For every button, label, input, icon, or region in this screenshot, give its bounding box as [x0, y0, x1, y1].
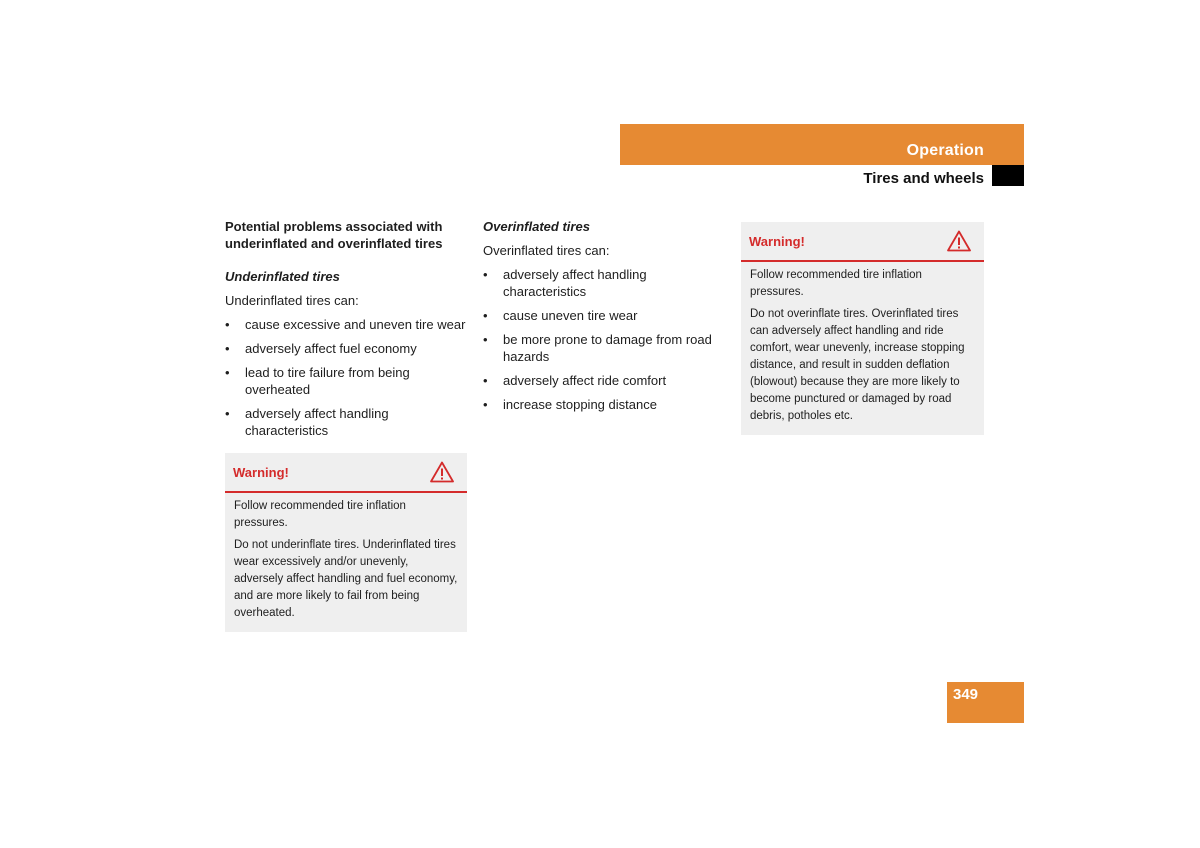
- list-item-text: adversely affect fuel economy: [245, 341, 417, 356]
- overinflated-heading: Overinflated tires: [483, 219, 590, 234]
- underinflated-heading: Underinflated tires: [225, 269, 340, 284]
- section-tab-marker: [992, 165, 1024, 186]
- left-column: [225, 218, 467, 632]
- list-item: [225, 364, 467, 398]
- bullet-icon: •: [225, 341, 230, 356]
- list-item-text: adversely affect handling characteristics: [245, 406, 389, 438]
- bullet-icon: •: [483, 267, 488, 282]
- page-number: 349: [953, 686, 979, 703]
- list-item: [483, 331, 725, 365]
- middle-column: [483, 218, 725, 420]
- list-item-text: adversely affect ride comfort: [503, 373, 667, 388]
- list-item: [225, 405, 467, 439]
- overinflated-intro: Overinflated tires can:: [483, 243, 610, 258]
- overinflation-warning-box: [741, 222, 984, 435]
- underinflated-intro: Underinflated tires can:: [225, 293, 359, 308]
- warning-paragraph: Follow recommended tire inflation pressures.: [234, 500, 406, 529]
- bullet-icon: •: [225, 365, 230, 380]
- list-item-text: adversely affect handling characteristics: [503, 267, 647, 299]
- list-item: [483, 396, 725, 413]
- warning-paragraph: Do not overinflate tires. Overinflated tires can adversely affect handling and ride comfort, wear unevenly, increase stopping distance, and result in sudden deflation (blowout) because they are more likely to become punctured or damaged by road debris, potholes etc.: [750, 308, 965, 422]
- bullet-icon: •: [225, 317, 230, 332]
- list-item: [225, 316, 467, 333]
- warning-header: [225, 453, 467, 493]
- warning-triangle-icon: [430, 461, 454, 483]
- list-item: [225, 340, 467, 357]
- topic-heading: Potential problems associated with underinflated and overinflated tires: [225, 219, 443, 251]
- warning-body: [225, 493, 467, 632]
- overinflated-list: [483, 266, 725, 413]
- list-item: [483, 307, 725, 324]
- section-title: Operation: [906, 142, 984, 159]
- bullet-icon: •: [483, 308, 488, 323]
- list-item-text: cause excessive and uneven tire wear: [245, 317, 466, 332]
- list-item-text: be more prone to damage from road hazards: [503, 332, 712, 364]
- warning-triangle-icon: [947, 230, 971, 252]
- warning-body: [741, 262, 984, 435]
- list-item-text: increase stopping distance: [503, 397, 657, 412]
- warning-title: Warning!: [233, 465, 289, 480]
- list-item: [483, 266, 725, 300]
- bullet-icon: •: [225, 406, 230, 421]
- warning-paragraph: Do not underinflate tires. Underinflated tires wear excessively and/or unevenly, adversely affect handling and fuel economy, and are more likely to fail from being overheated.: [234, 539, 458, 619]
- list-item-text: cause uneven tire wear: [503, 308, 638, 323]
- subsection-title: Tires and wheels: [863, 170, 984, 187]
- warning-title: Warning!: [749, 234, 805, 249]
- underinflated-list: [225, 316, 467, 439]
- bullet-icon: •: [483, 397, 488, 412]
- list-item-text: lead to tire failure from being overheated: [245, 365, 410, 397]
- warning-paragraph: Follow recommended tire inflation pressures.: [750, 269, 922, 298]
- warning-header: [741, 222, 984, 262]
- underinflation-warning-box: [225, 453, 467, 632]
- list-item: [483, 372, 725, 389]
- right-column: [741, 222, 984, 435]
- bullet-icon: •: [483, 332, 488, 347]
- bullet-icon: •: [483, 373, 488, 388]
